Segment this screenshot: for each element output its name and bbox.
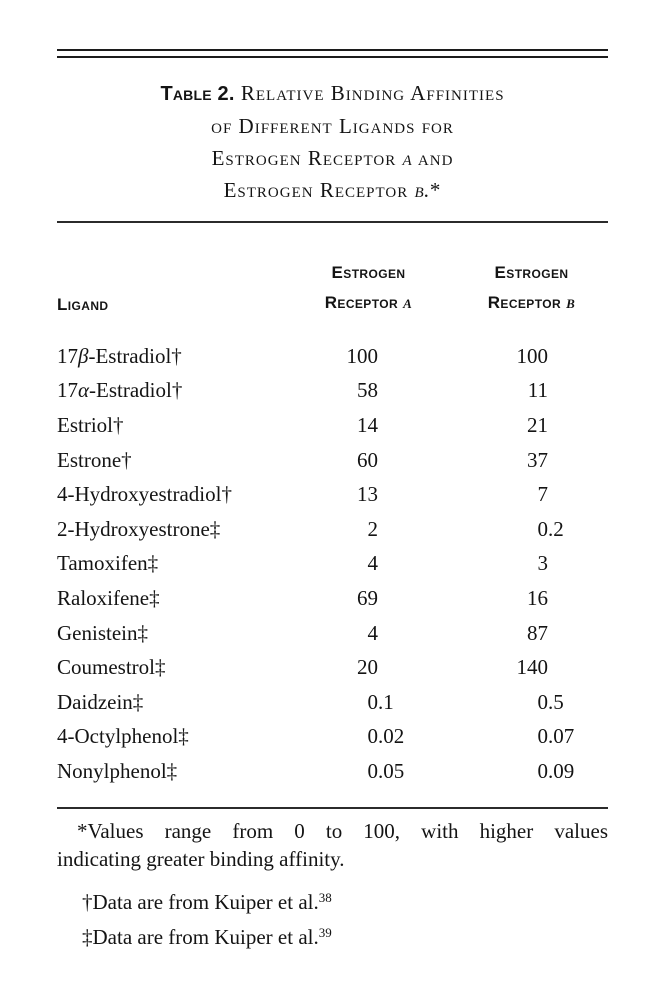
footnote-star: [57, 817, 608, 873]
er-alpha-value: 4: [367, 551, 378, 576]
er-alpha-value: 0.05: [367, 758, 405, 783]
er-beta-value: 140: [516, 655, 548, 680]
table-row: [57, 581, 608, 616]
table-header-row: [57, 256, 608, 320]
title-divider-rule: [57, 221, 608, 223]
ligand-cell: Raloxifene‡: [57, 585, 160, 610]
er-beta-value: 3: [537, 551, 548, 576]
er-alpha-value: 60: [357, 447, 378, 472]
ligand-cell: Estriol†: [57, 412, 124, 437]
ligand-cell: 17α-Estradiol†: [57, 378, 183, 403]
table-row: [57, 477, 608, 512]
table-row: [57, 443, 608, 478]
ligand-cell: 17β-Estradiol†: [57, 343, 182, 368]
ligand-cell: Coumestrol‡: [57, 655, 166, 680]
title-line: Estrogen Receptor α and: [211, 146, 454, 170]
table-row: [57, 685, 608, 720]
table-row: [57, 374, 608, 409]
ligand-cell: Estrone†: [57, 447, 132, 472]
citation-superscript: 39: [318, 925, 332, 940]
er-beta-value: 0.2: [537, 516, 564, 541]
er-alpha-value: 69: [357, 585, 378, 610]
er-beta-value: 11: [527, 378, 548, 403]
er-alpha-value: 58: [357, 378, 378, 403]
er-alpha-value: 14: [357, 412, 378, 437]
title-line: of Different Ligands for: [211, 114, 454, 138]
table-body: [57, 339, 608, 789]
table-row: [57, 512, 608, 547]
footer-divider-rule: [57, 807, 608, 809]
ligand-cell: 4-Octylphenol‡: [57, 724, 189, 749]
table-number-label: Table 2.: [160, 83, 235, 105]
table-row: [57, 650, 608, 685]
er-alpha-value: 100: [346, 343, 378, 368]
er-beta-value: 37: [527, 447, 548, 472]
title-line: Estrogen Receptor β.*: [223, 178, 442, 202]
er-alpha-value: 13: [357, 482, 378, 507]
footnote-star-line: indicating greater binding affinity.: [57, 847, 345, 871]
er-alpha-value: 0.1: [367, 689, 394, 714]
er-alpha-value: 0.02: [367, 724, 405, 749]
footnote-star-line: *Values range from 0 to 100, with higher values: [77, 819, 608, 843]
footnote-double-dagger-text: ‡Data are from Kuiper et al.: [82, 925, 319, 949]
ligand-cell: 4-Hydroxyestradiol†: [57, 482, 232, 507]
footnote-dagger: [57, 888, 608, 916]
column-header-ligand: Ligand: [57, 295, 109, 314]
footnote-dagger-text: †Data are from Kuiper et al.: [82, 890, 319, 914]
table-row: [57, 754, 608, 789]
er-beta-value: 21: [527, 412, 548, 437]
er-alpha-value: 2: [367, 516, 378, 541]
column-header-er-alpha: Estrogen Receptor α: [324, 263, 413, 313]
er-alpha-value: 4: [367, 620, 378, 645]
ligand-cell: Genistein‡: [57, 620, 148, 645]
er-beta-value: 87: [527, 620, 548, 645]
er-beta-value: 7: [537, 482, 548, 507]
top-double-rule: [57, 49, 608, 58]
ligand-cell: Daidzein‡: [57, 689, 144, 714]
er-beta-value: 0.09: [537, 758, 575, 783]
citation-superscript: 38: [318, 890, 332, 905]
er-beta-value: 16: [527, 585, 548, 610]
table-title: [57, 77, 608, 206]
ligand-cell: 2-Hydroxyestrone‡: [57, 516, 221, 541]
ligand-cell: Tamoxifen‡: [57, 551, 159, 576]
er-beta-value: 0.07: [537, 724, 575, 749]
ligand-cell: Nonylphenol‡: [57, 758, 178, 783]
table-row: [57, 720, 608, 755]
er-beta-value: 100: [516, 343, 548, 368]
table-row: [57, 616, 608, 651]
er-beta-value: 0.5: [537, 689, 564, 714]
footnote-double-dagger: [57, 923, 608, 951]
title-text: Relative Binding Affinities: [240, 81, 505, 105]
title-line: [57, 77, 608, 110]
er-alpha-value: 20: [357, 655, 378, 680]
table-row: [57, 547, 608, 582]
column-header-er-beta: Estrogen Receptor β: [487, 263, 576, 313]
table-row: [57, 339, 608, 374]
table-row: [57, 408, 608, 443]
